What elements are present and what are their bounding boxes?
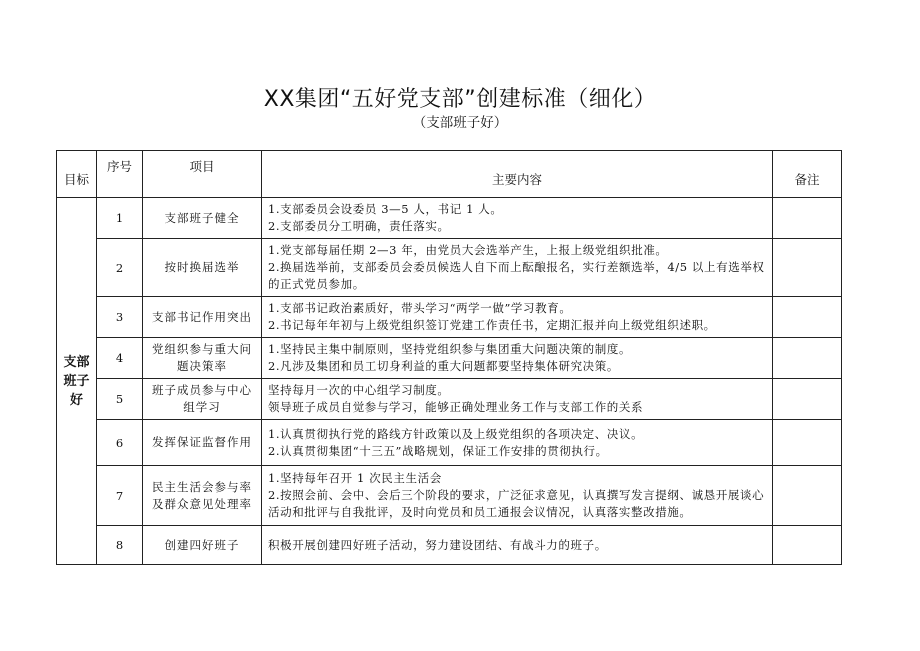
row-note: [773, 239, 842, 297]
header-content: 主要内容: [262, 151, 773, 198]
goal-cell: [57, 198, 97, 565]
table-row: [57, 239, 842, 297]
table-row: [57, 379, 842, 420]
row-content: [262, 338, 773, 379]
row-seq: 5: [97, 379, 143, 420]
content-line: 1.认真贯彻执行党的路线方针政策以及上级党组织的各项决定、决议。: [268, 426, 644, 441]
content-line: 2.换届选举前，支部委员会委员候选人自下而上酝酿报名，实行差额选举，4/5 以上有选举权的正式党员参加。: [268, 260, 765, 291]
row-seq: 8: [97, 526, 143, 565]
content-line: 领导班子成员自觉参与学习，能够正确处理业务工作与支部工作的关系: [268, 400, 644, 414]
goal-label: 支部班子好: [63, 354, 90, 408]
content-line: 1.支部委员会设委员 3—5 人，书记 1 人。: [268, 202, 503, 216]
row-note: [773, 379, 842, 420]
table-row: [57, 526, 842, 565]
row-item: 民主生活会参与率及群众意见处理率: [143, 466, 262, 526]
row-content: [262, 239, 773, 297]
row-content: [262, 526, 773, 565]
row-seq: 1: [97, 198, 143, 239]
content-line: 1.支部书记政治素质好，带头学习“两学一做”学习教育。: [268, 301, 572, 315]
table-row: [57, 466, 842, 526]
content-line: 2.书记每年年初与上级党组织签订党建工作责任书，定期汇报并向上级党组织述职。: [268, 318, 716, 332]
header-seq: 序号: [97, 151, 143, 198]
row-note: [773, 466, 842, 526]
content-line: 积极开展创建四好班子活动，努力建设团结、有战斗力的班子。: [268, 537, 607, 552]
table-row: [57, 297, 842, 338]
row-seq: 2: [97, 239, 143, 297]
content-line: 2.支部委员分工明确，责任落实。: [268, 219, 450, 233]
header-item: 项目: [143, 151, 262, 198]
table-row: [57, 420, 842, 466]
row-seq: 7: [97, 466, 143, 526]
document-title: XX集团“五好党支部”创建标准（细化）: [263, 87, 657, 112]
content-line: 2.凡涉及集团和员工切身利益的重大问题都要坚持集体研究决策。: [268, 359, 619, 373]
row-item: 发挥保证监督作用: [143, 420, 262, 466]
row-content: [262, 297, 773, 338]
row-note: [773, 198, 842, 239]
row-content: [262, 466, 773, 526]
table-row: [57, 198, 842, 239]
row-note: [773, 338, 842, 379]
row-seq: 3: [97, 297, 143, 338]
row-note: [773, 420, 842, 466]
table-row: [57, 338, 842, 379]
content-line: 坚持每月一次的中心组学习制度。: [268, 383, 450, 397]
row-item: 支部班子健全: [143, 198, 262, 239]
content-line: 2.按照会前、会中、会后三个阶段的要求，广泛征求意见，认真撰写发言提纲、诚恳开展谈心活动和批评与自我批评，及时向党员和员工通报会议情况，认真落实整改措施。: [268, 488, 765, 519]
content-line: 1.坚持每年召开 1 次民主生活会: [268, 471, 442, 485]
table-header-row: [57, 151, 842, 198]
header-goal: 目标: [57, 151, 97, 198]
row-item: 支部书记作用突出: [143, 297, 262, 338]
row-content: [262, 379, 773, 420]
row-seq: 6: [97, 420, 143, 466]
row-note: [773, 526, 842, 565]
document-subtitle: （支部班子好）: [412, 115, 508, 131]
content-line: 2.认真贯彻集团“十三五”战略规划，保证工作安排的贯彻执行。: [268, 443, 608, 458]
content-line: 1.党支部每届任期 2—3 年，由党员大会选举产生，上报上级党组织批准。: [268, 243, 668, 257]
row-item: 按时换届选举: [143, 239, 262, 297]
header-note: 备注: [773, 151, 842, 198]
row-content: [262, 420, 773, 466]
standards-table: [56, 150, 842, 565]
row-content: [262, 198, 773, 239]
content-line: 1.坚持民主集中制原则，坚持党组织参与集团重大问题决策的制度。: [268, 342, 632, 356]
row-item: 党组织参与重大问题决策率: [143, 338, 262, 379]
row-seq: 4: [97, 338, 143, 379]
row-item: 创建四好班子: [143, 526, 262, 565]
row-note: [773, 297, 842, 338]
row-item: 班子成员参与中心组学习: [143, 379, 262, 420]
